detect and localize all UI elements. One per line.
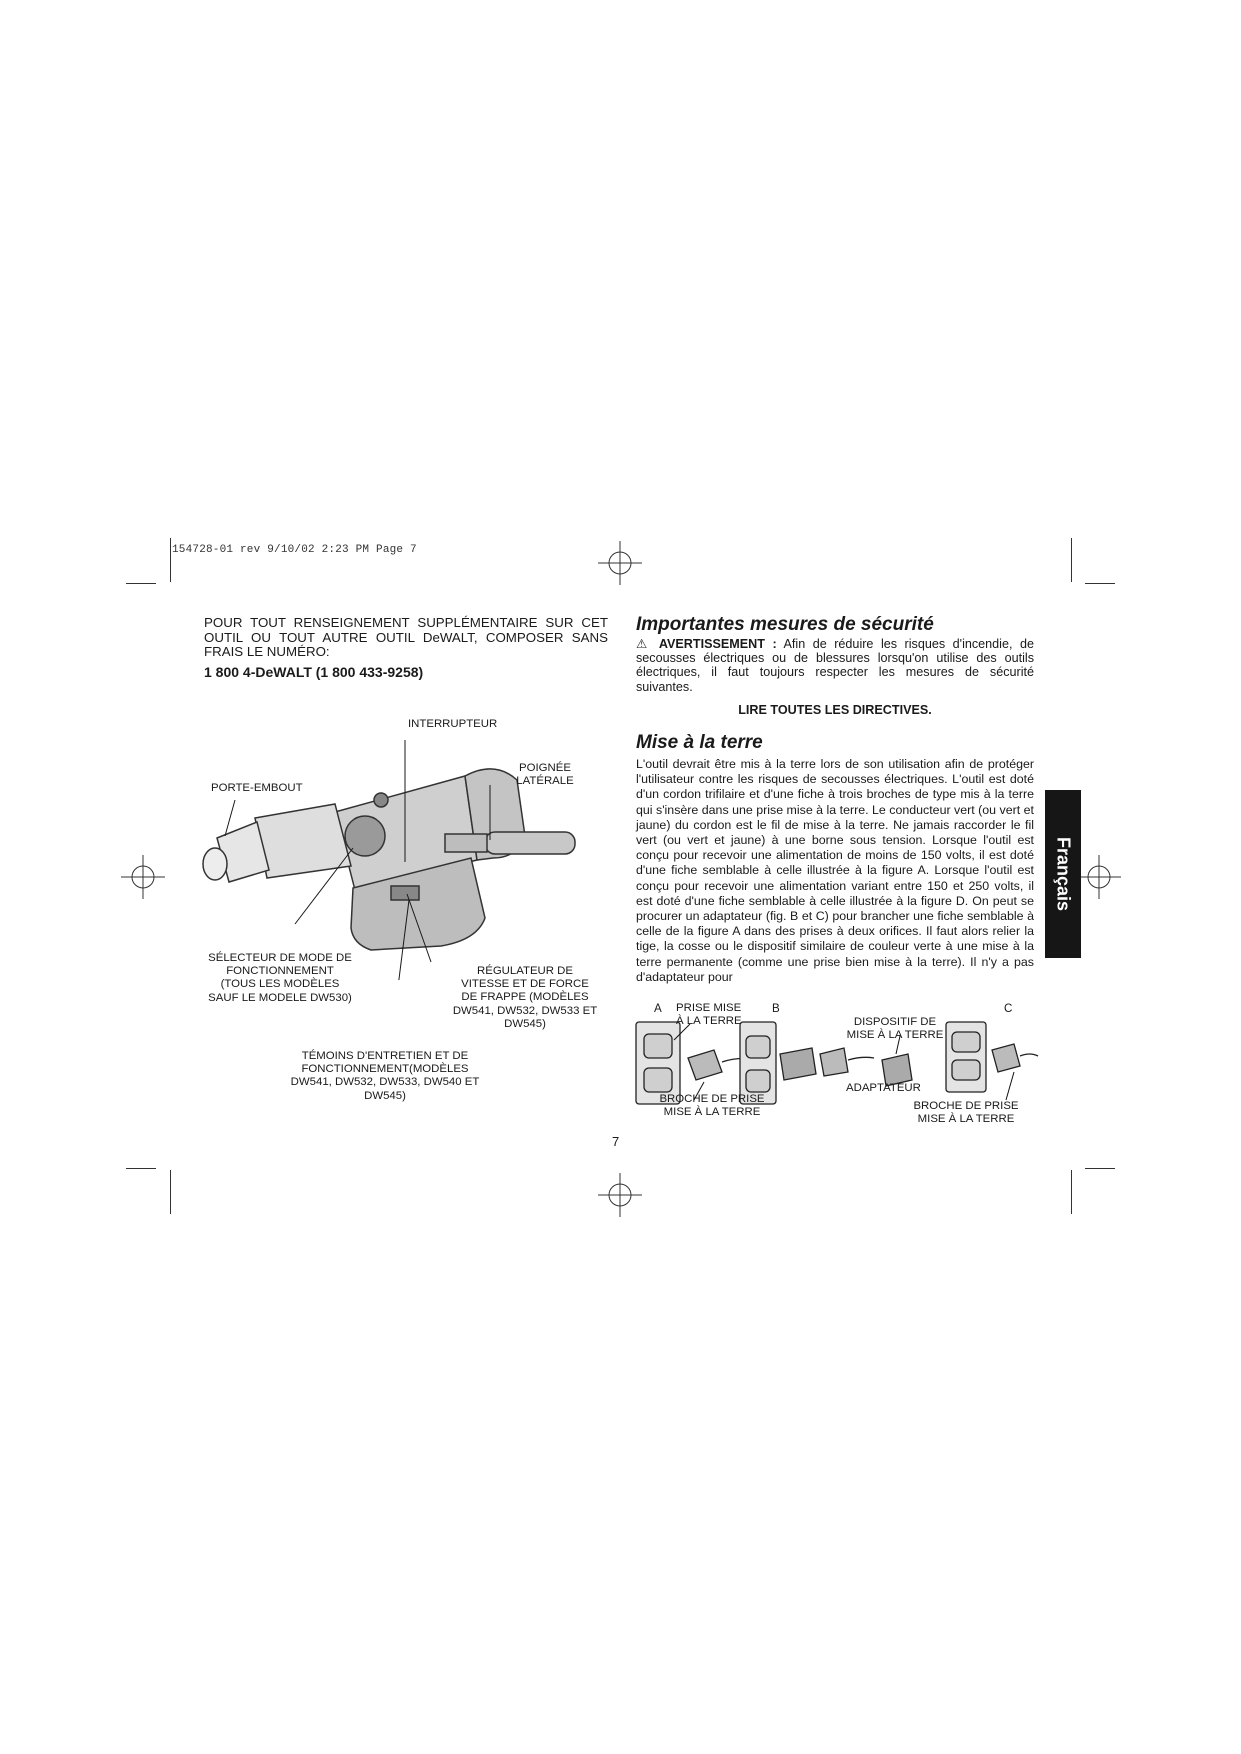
callout-prise-mise-a-la-terre: PRISE MISE À LA TERRE xyxy=(676,1002,742,1028)
callout-porte-embout: PORTE-EMBOUT xyxy=(211,782,303,794)
warning-icon: ⚠ xyxy=(636,637,652,651)
chuck-tip xyxy=(203,848,227,880)
language-tab: Français xyxy=(1045,790,1081,958)
callout-broche-prise-1: BROCHE DE PRISE MISE À LA TERRE xyxy=(659,1093,765,1119)
side-handle-clamp xyxy=(445,834,487,852)
callout-adaptateur: ADAPTATEUR xyxy=(846,1082,921,1094)
plug-b xyxy=(820,1048,848,1076)
side-handle-grip xyxy=(485,832,575,854)
switch-button xyxy=(374,793,388,807)
safety-heading: Importantes mesures de sécurité xyxy=(636,614,934,635)
plug-figure-letter-b: B xyxy=(772,1002,780,1015)
warning-paragraph: ⚠ AVERTISSEMENT : Afin de réduire les risques d'incendie, de secousses électriques ou de blessures lorsqu'on utilise des outils électriques, il faut toujours respecter les mesures de sécurité suivantes. xyxy=(636,637,1035,694)
callout-temoins: TÉMOINS D'ENTRETIEN ET DE FONCTIONNEMENT(MODÈLES DW541, DW532, DW533, DW540 ET DW545) xyxy=(290,1050,480,1102)
plug-figure-letter-c: C xyxy=(1004,1002,1013,1015)
callout-regulateur: RÉGULATEUR DE VITESSE ET DE FORCE DE FRAPPE (MODÈLES DW541, DW532, DW533 ET DW545) xyxy=(452,965,598,1030)
phone-number: 1 800 4-DeWALT (1 800 433-9258) xyxy=(204,664,424,680)
callout-selecteur-mode: SÉLECTEUR DE MODE DE FONCTIONNEMENT (TOUS LES MODÈLES SAUF LE MODELE DW530) xyxy=(208,952,352,1004)
contact-text: POUR TOUT RENSEIGNEMENT SUPPLÉMENTAIRE SUR CET OUTIL OU TOUT AUTRE OUTIL DeWALT, COMPOSER SANS FRAIS LE NUMÉRO: xyxy=(204,615,608,660)
page-number: 7 xyxy=(612,1134,620,1149)
slug-line: 154728-01 rev 9/10/02 2:23 PM Page 7 xyxy=(172,544,417,556)
callout-interrupteur: INTERRUPTEUR xyxy=(408,718,498,730)
directives-notice: LIRE TOUTES LES DIRECTIVES. xyxy=(738,703,932,717)
plug-a xyxy=(688,1050,722,1080)
adapter-b xyxy=(780,1048,816,1080)
plug-figure-letter-a: A xyxy=(654,1002,662,1015)
plug-c xyxy=(992,1044,1020,1072)
hammer-barrel xyxy=(255,804,351,878)
grounding-heading: Mise à la terre xyxy=(636,732,763,753)
callout-poignee-laterale: POIGNÉE LATÉRALE xyxy=(516,762,574,788)
callout-dispositif: DISPOSITIF DE MISE À LA TERRE xyxy=(846,1016,944,1042)
control-panel xyxy=(391,886,419,900)
grounding-paragraph: L'outil devrait être mis à la terre lors de son utilisation afin de protéger l'utilisateur contre les risques de secousses électriques. L'outil est doté d'un cordon trifilaire et d'une fiche à trois broches de type mis à la terre qui s'insère dans une prise mise à la terre. Le conducteur vert (ou vert et jaune) du cordon est le fil de mise à la terre. Ne jamais raccorder le fil vert (ou vert et jaune) à une borne sous tension. Lorsque l'outil est conçu pour recevoir une alimentation de moins de 150 volts, il est doté d'une fiche semblable à celle illustrée à la figure A. Lorsque l'outil est conçu pour recevoir une alimentation variant entre 150 et 250 volts, il est doté d'une fiche semblable à celle illustrée à la figure D. On peut se procurer un adaptateur (fig. B et C) pour brancher une fiche semblable à celle de la figure A dans des prises à deux orifices. Il faut alors relier la tige, la cosse ou le dispositif similaire de couleur verte à une mise à la terre permanente (comme une prise bien mise à la terre). Il n'y a pas d'adaptateur pour xyxy=(636,757,1034,984)
callout-broche-prise-2: BROCHE DE PRISE MISE À LA TERRE xyxy=(913,1100,1019,1126)
